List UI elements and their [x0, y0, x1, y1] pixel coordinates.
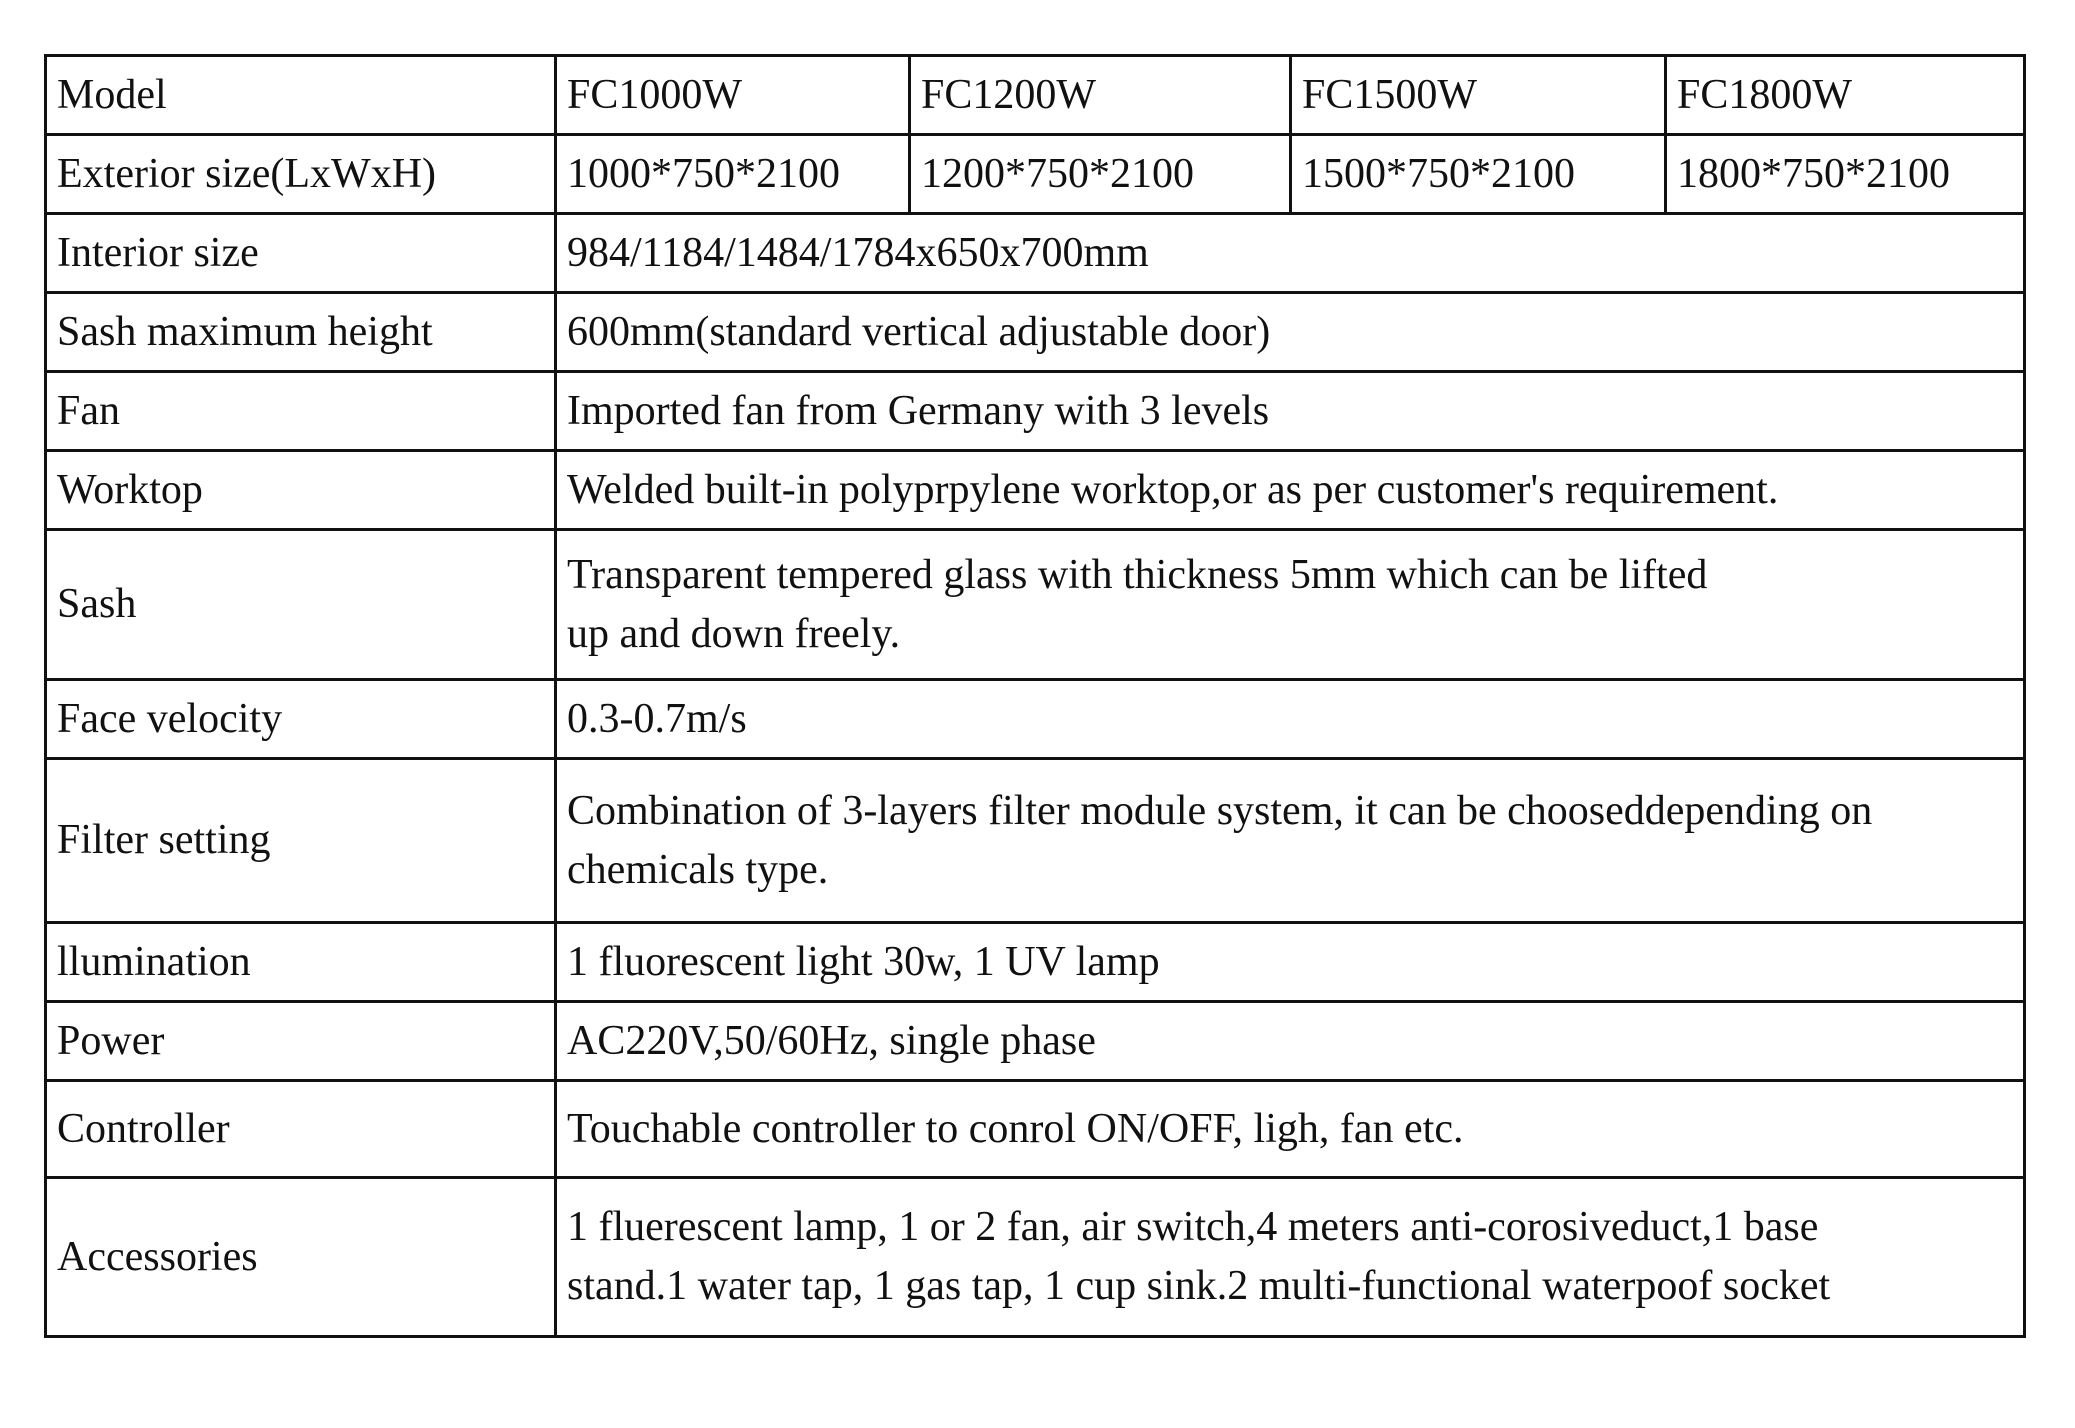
- spec-table: [44, 54, 2026, 1338]
- table-row-accessories: [46, 1178, 2025, 1337]
- table-row-worktop: [46, 451, 2025, 530]
- label-controller: Controller: [46, 1081, 556, 1178]
- label-filter-setting: Filter setting: [46, 759, 556, 923]
- model-fc1200w: FC1200W: [910, 56, 1291, 135]
- label-illumination: llumination: [46, 923, 556, 1002]
- label-sash-height: Sash maximum height: [46, 293, 556, 372]
- label-power: Power: [46, 1002, 556, 1081]
- label-sash: Sash: [46, 530, 556, 680]
- table-row-model: [46, 56, 2025, 135]
- table-row-exterior: [46, 135, 2025, 214]
- exterior-fc1500w: 1500*750*2100: [1291, 135, 1666, 214]
- table-row-sash: [46, 530, 2025, 680]
- table-row-power: [46, 1002, 2025, 1081]
- table-row-interior: [46, 214, 2025, 293]
- value-controller: Touchable controller to conrol ON/OFF, ligh, fan etc.: [556, 1081, 2025, 1178]
- value-accessories-line-1: 1 fluerescent lamp, 1 or 2 fan, air switch,4 meters anti-corosiveduct,1 base: [567, 1204, 1819, 1250]
- label-interior-size: Interior size: [46, 214, 556, 293]
- value-power: AC220V,50/60Hz, single phase: [556, 1002, 2025, 1081]
- label-face-velocity: Face velocity: [46, 680, 556, 759]
- value-sash-line-2: up and down freely.: [567, 610, 901, 657]
- value-accessories: [556, 1178, 2025, 1337]
- exterior-fc1800w: 1800*750*2100: [1666, 135, 2025, 214]
- exterior-fc1200w: 1200*750*2100: [910, 135, 1291, 214]
- label-exterior-size: Exterior size(LxWxH): [46, 135, 556, 214]
- value-sash-line-1: Transparent tempered glass with thickness 5mm which can be lifted: [567, 551, 1708, 598]
- value-accessories-line-2: stand.1 water tap, 1 gas tap, 1 cup sink.2 multi-functional waterpoof socket: [567, 1263, 1831, 1309]
- table-row-sash-height: [46, 293, 2025, 372]
- value-interior-size: 984/1184/1484/1784x650x700mm: [556, 214, 2025, 293]
- label-fan: Fan: [46, 372, 556, 451]
- model-fc1800w: FC1800W: [1666, 56, 2025, 135]
- value-face-velocity: 0.3-0.7m/s: [556, 680, 2025, 759]
- value-worktop: Welded built-in polyprpylene worktop,or as per customer's requirement.: [556, 451, 2025, 530]
- exterior-fc1000w: 1000*750*2100: [556, 135, 910, 214]
- label-model: Model: [46, 56, 556, 135]
- table-row-controller: [46, 1081, 2025, 1178]
- label-accessories: Accessories: [46, 1178, 556, 1337]
- value-sash-height: 600mm(standard vertical adjustable door): [556, 293, 2025, 372]
- label-worktop: Worktop: [46, 451, 556, 530]
- value-fan: Imported fan from Germany with 3 levels: [556, 372, 2025, 451]
- table-row-fan: [46, 372, 2025, 451]
- table-row-filter: [46, 759, 2025, 923]
- model-fc1500w: FC1500W: [1291, 56, 1666, 135]
- value-illumination: 1 fluorescent light 30w, 1 UV lamp: [556, 923, 2025, 1002]
- value-sash: [556, 530, 2025, 680]
- table-row-face-velocity: [46, 680, 2025, 759]
- model-fc1000w: FC1000W: [556, 56, 910, 135]
- table-row-illumination: [46, 923, 2025, 1002]
- value-filter-setting: Combination of 3-layers filter module system, it can be chooseddepending on chemicals type.: [556, 759, 2025, 923]
